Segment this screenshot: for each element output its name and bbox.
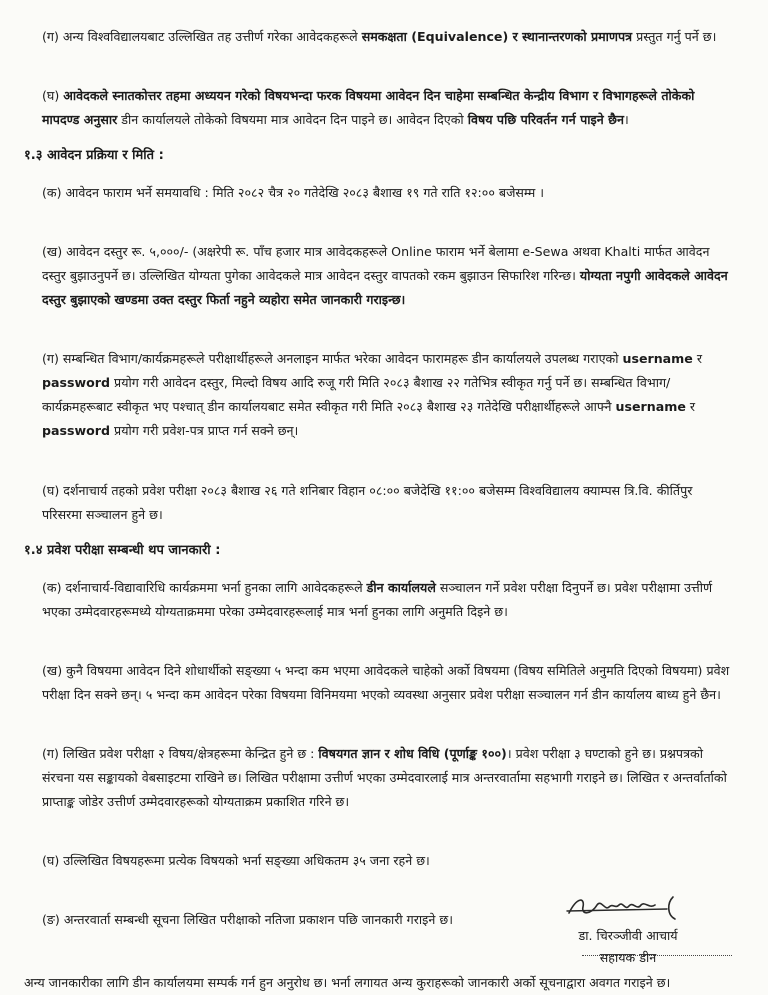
item-bold-text: आवेदकले स्नातकोत्तर तहमा अध्ययन गरेको विषयभन्दा फरक विषयमा आवेदन दिन चाहेमा सम्बन्धित केन्द्रीय विभाग र विभागहरूले तोकेको मापदण्ड अनुसार <box>42 87 695 127</box>
item-bold-text: विषय पछि परिवर्तन गर्न पाइने छैन <box>467 111 624 127</box>
item-text: दर्शनाचार्य-विद्यावारिधि कार्यक्रममा भर्ना हुनका लागि आवेदकहरूले <box>65 579 367 595</box>
item-text: लिखित प्रवेश परीक्षा २ विषय/क्षेत्रहरूमा केन्द्रित हुने छ : <box>62 746 319 762</box>
item-text: प्रस्तुत गर्नु पर्ने छ। <box>632 28 717 44</box>
item-label: (ङ) <box>42 912 60 928</box>
item-label: (क) <box>42 579 62 595</box>
item-text: सञ्चालन गर्ने प्रवेश परीक्षा दिनुपर्ने छ। प्रवेश परीक्षामा उत्तीर्ण भएका उम्मेदवारहरूमध्ये योग्यताक्रममा परेका उम्मेदवारहरूलाई मात्र भर्ना हुनका लागि अनुमति दिइने छ। <box>42 579 713 619</box>
item-text: सम्बन्धित विभाग/कार्यक्रमहरूले परीक्षार्थीहरूले अनलाइन मार्फत भरेका आवेदन फारामहरू डीन कार्यालयले उपलब्ध गराएको <box>62 351 623 367</box>
item-bold-text: डीन कार्यालयले <box>366 579 436 595</box>
closing-paragraph: अन्य जानकारीका लागि डीन कार्यालयमा सम्पर्क गर्न हुन अनुरोध छ। भर्ना लगायत अन्य कुराहरूको जानकारी अर्को सूचनाद्वारा अवगत गराइने छ। <box>24 975 671 991</box>
item-label: (घ) <box>42 87 60 103</box>
item-label: (घ) <box>42 853 60 869</box>
item-text: । प्रवेश परीक्षा ३ घण्टाको हुने छ। प्रश्नपत्रको संरचना यस सङ्कायको वेबसाइटमा राखिने छ। लिखित परीक्षामा उत्तीर्ण भएका उम्मेदवारलाई मात्र अन्तरवार्तामा सहभागी गराइने छ। लिखित र अन्तर्वार्ताको प्राप्ताङ्क जोडेर उत्तीर्ण उम्मेदवारहरूको योग्यताक्रम प्रकाशित गरिने छ। <box>42 746 727 810</box>
item-text: डीन कार्यालयले तोकेको विषयमा मात्र आवेदन दिन पाइने छ। आवेदन दिएको <box>117 111 468 127</box>
application-item-gha <box>42 479 734 527</box>
item-text: अन्य विश्वविद्यालयबाट उल्लिखित तह उत्तीर्ण गरेका आवेदकहरूले <box>62 28 362 44</box>
item-text: उल्लिखित विषयहरूमा प्रत्येक विषयको भर्ना सङ्ख्या अधिकतम ३५ जना रहने छ। <box>63 853 430 869</box>
item-text: र <box>692 351 702 367</box>
item-text: कुनै विषयमा आवेदन दिने शोधार्थीको सङ्ख्या ५ भन्दा कम भएमा आवेदकले चाहेको अर्को विषयमा (विषय समितिले अनुमति दिएको विषयमा) प्रवेश परीक्षा दिन सक्ने छन्। ५ भन्दा कम आवेदन परेका विषयमा विनिमयमा भएको व्यवस्था अनुसार प्रवेश परीक्षा सञ्चालन गर्न डीन कार्यालय बाध्य हुने छैन। <box>42 662 730 702</box>
eligibility-item-gha <box>42 84 734 132</box>
item-bold-text: समकक्षता (Equivalence) र स्थानान्तरणको प्रमाणपत्र <box>361 28 633 44</box>
exam-item-ka <box>42 576 734 624</box>
exam-item-kha <box>42 659 734 707</box>
item-label: (ग) <box>42 28 59 44</box>
item-label: (ख) <box>42 662 63 678</box>
section-heading-entrance-exam-info: १.४ प्रवेश परीक्षा सम्बन्धी थप जानकारी : <box>24 543 221 559</box>
item-text: दर्शनाचार्य तहको प्रवेश परीक्षा २०८३ बैशाख २६ गते शनिबार विहान ०८:०० बजेदेखि ११:०० बजेसम्म विश्वविद्यालय क्याम्पस त्रि.वि. कीर्तिपुर परिसरमा सञ्चालन हुने छ। <box>42 482 693 522</box>
exam-item-gha <box>42 849 734 873</box>
item-text: अन्तरवार्ता सम्बन्धी सूचना लिखित परीक्षाको नतिजा प्रकाशन पछि जानकारी गराइने छ। <box>63 912 453 928</box>
signatory-title: सहायक डीन <box>599 950 657 965</box>
item-bold-text: विषयगत ज्ञान र शोध विधि (पूर्णाङ्क १००) <box>318 746 507 762</box>
exam-item-ga <box>42 742 734 814</box>
handwritten-signature <box>563 893 693 923</box>
application-item-ka <box>42 181 734 205</box>
signatory-name: डा. चिरञ्जीवी आचार्य <box>578 928 678 943</box>
item-bold-text: password <box>42 423 111 439</box>
item-bold-text: योग्यता नपुगी आवेदकले आवेदन दस्तुर बुझाएको खण्डमा उक्त दस्तुर फिर्ता नहुने व्यहोरा समेत जानकारी गराइन्छ। <box>42 268 728 308</box>
item-text: प्रयोग गरी प्रवेश-पत्र प्राप्त गर्न सक्ने छन्। <box>110 423 299 439</box>
item-bold-text: username <box>615 399 686 415</box>
item-label: (ग) <box>42 746 59 762</box>
item-text: प्रयोग गरी आवेदन दस्तुर, मिल्दो विषय आदि रुजू गरी मिति २०८३ बैशाख २२ गतेभित्र स्वीकृत गर्नु पर्ने छ। सम्बन्धित विभाग/कार्यक्रमहरूबाट स्वीकृत भए पश्चात् डीन कार्यालयबाट समेत स्वीकृत गरी मिति २०८३ बैशाख २३ गतेदेखि परीक्षार्थीहरूले आफ्नै <box>42 375 671 415</box>
signature-block <box>558 893 698 969</box>
item-text: आवेदन दस्तुर रू. ५,०००/- (अक्षरेपी रू. पाँच हजार मात्र आवेदकहरूले Online फाराम भर्ने बेलामा e-Sewa अथवा Khalti मार्फत आवेदन दस्तुर बुझाउनुपर्ने छ। उल्लिखित योग्यता पुगेका आवेदकले मात्र आवेदन दस्तुर वापतको रकम बुझाउन सिफारिश गरिन्छ। <box>42 244 710 284</box>
item-label: (ख) <box>42 244 63 260</box>
application-item-ga <box>42 347 734 443</box>
item-bold-text: password <box>42 375 111 391</box>
application-item-kha <box>42 240 734 312</box>
item-label: (क) <box>42 184 62 200</box>
item-bold-text: username <box>622 351 693 367</box>
item-text: । <box>623 111 629 127</box>
section-heading-application-process: १.३ आवेदन प्रक्रिया र मिति : <box>24 148 164 164</box>
item-label: (घ) <box>42 482 60 498</box>
item-label: (ग) <box>42 351 59 367</box>
item-text: र <box>685 399 696 415</box>
item-text: आवेदन फाराम भर्ने समयावधि : मिति २०८२ चैत्र २० गतेदेखि २०८३ बैशाख १९ गते राति १२:०० बजेसम्म । <box>65 184 545 200</box>
eligibility-item-ga <box>42 25 734 49</box>
